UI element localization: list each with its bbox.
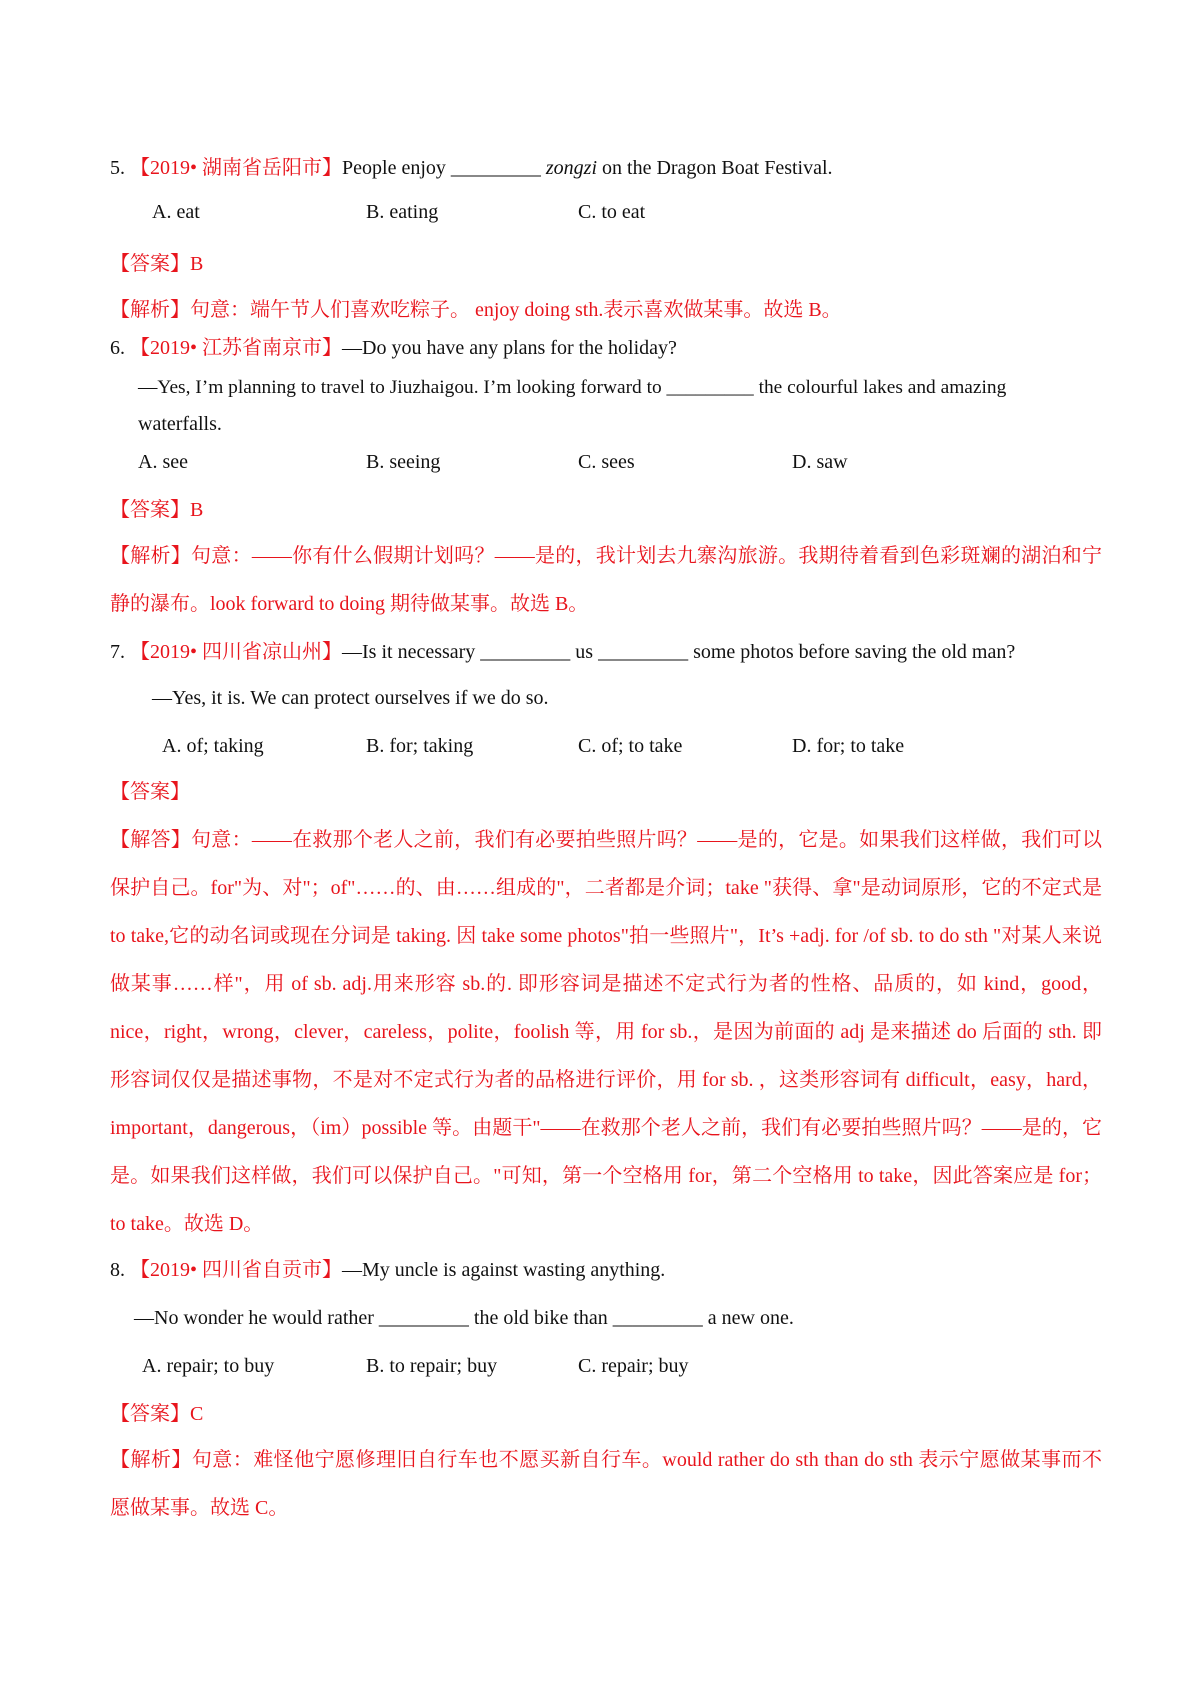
q7-explain-text: 句意：——在救那个老人之前，我们有必要拍些照片吗？——是的，它是。如果我们这样做，我们可以保护自己。for"为、对"；of"……的、由……组成的"，二者都是介词；take "获得、拿"是动词原形，它的不定式是 to take,它的动名词或现在分词是 taking. 因 take some photos"拍一些照片"，It’s +adj. for /of sb. to do sth "对某人来说做某事……样"，用 of sb. adj.用来形容 sb.的. 即形容词是描述不定式行为者的性格、品质的，如 kind，good，nice，right，wrong，clever，careless，polite，foolish 等，用 for sb.，是因为前面的 adj 是来描述 do 后面的 sth. 即形容词仅仅是描述事物，不是对不定式行为者的品格进行评价，用 for sb. ，这类形容词有 difficult，easy，hard，important，dangerous，（im）possible 等。由题干"——在救那个老人之前，我们有必要拍些照片吗？——是的，它是。如果我们这样做，我们可以保护自己。"可知，第一个空格用 for，第二个空格用 to take，因此答案应是 for；to take。故选 D。: [110, 829, 1103, 1235]
q5-option-c: C. to eat: [578, 201, 646, 223]
q5-option-b: B. eating: [366, 201, 439, 223]
q7-answer-label: 【答案】: [110, 781, 190, 803]
q5-answer-label: 【答案】: [110, 253, 190, 275]
q8-answer-label: 【答案】: [110, 1403, 190, 1425]
q6-answer-label: 【答案】: [110, 499, 190, 521]
q6-answer: [110, 498, 203, 522]
q5-source-tag: 【2019• 湖南省岳阳市】: [130, 157, 343, 179]
q5-number: 5.: [110, 157, 125, 179]
q8-option-a: A. repair; to buy: [142, 1355, 275, 1377]
q6-option-c: C. sees: [578, 451, 635, 473]
q7-explain-label: 【解答】: [110, 829, 192, 851]
q6-line3: waterfalls.: [138, 413, 222, 435]
q7-option-a: A. of; taking: [162, 735, 264, 757]
q7-source-tag: 【2019• 四川省凉山州】: [130, 641, 343, 663]
q6-option-d: D. saw: [792, 451, 848, 473]
q8-option-b: B. to repair; buy: [366, 1355, 498, 1377]
q8-number: 8.: [110, 1259, 125, 1281]
q8-line1: —My uncle is against wasting anything.: [342, 1259, 666, 1281]
q6-number: 6.: [110, 337, 125, 359]
q5-option-a: A. eat: [152, 201, 200, 223]
q8-explain-text: 句意：难怪他宁愿修理旧自行车也不愿买新自行车。would rather do sth than do sth 表示宁愿做某事而不愿做某事。故选 C。: [110, 1449, 1103, 1519]
q6-option-b: B. seeing: [366, 451, 441, 473]
q6-line1: —Do you have any plans for the holiday?: [342, 337, 677, 359]
q8-answer: [110, 1402, 203, 1426]
q6-line2: —Yes, I’m planning to travel to Jiuzhaigou. I’m looking forward to _________ the colourful lakes and amazing: [138, 377, 1007, 398]
q5-explanation: [110, 298, 842, 322]
q7-option-c: C. of; to take: [578, 735, 683, 757]
q7-number: 7.: [110, 641, 125, 663]
q6-option-a: A. see: [138, 451, 188, 473]
q7-explanation: [110, 816, 1102, 1248]
q5-explain-text: 句意：端午节人们喜欢吃粽子。 enjoy doing sth.表示喜欢做某事。故选 B。: [190, 299, 842, 321]
q8-option-c: C. repair; buy: [578, 1355, 689, 1377]
q5-answer-value: B: [190, 253, 204, 275]
q7-option-b: B. for; taking: [366, 735, 474, 757]
q8-source-tag: 【2019• 四川省自贡市】: [130, 1259, 343, 1281]
q6-answer-value: B: [190, 499, 204, 521]
q6-explain-text: 句意：——你有什么假期计划吗？——是的，我计划去九寨沟旅游。我期待着看到色彩斑斓的湖泊和宁静的瀑布。look forward to doing 期待做某事。故选 B。: [110, 545, 1103, 615]
q5-stem-pre: People enjoy _________: [342, 157, 546, 179]
q5-stem: [110, 156, 833, 180]
q5-answer: [110, 252, 203, 276]
q6-explanation: [110, 532, 1102, 628]
q6-source-tag: 【2019• 江苏省南京市】: [130, 337, 343, 359]
q5-stem-post: on the Dragon Boat Festival.: [597, 157, 833, 179]
q8-answer-value: C: [190, 1403, 204, 1425]
q7-line2: —Yes, it is. We can protect ourselves if we do so.: [152, 687, 549, 709]
q8-line2: —No wonder he would rather _________ the old bike than _________ a new one.: [134, 1307, 794, 1329]
q5-stem-italic: zongzi: [545, 157, 598, 179]
q5-explain-label: 【解析】: [110, 299, 190, 321]
q6-stem: [110, 336, 677, 360]
q8-stem: [110, 1258, 665, 1282]
q8-explain-label: 【解析】: [110, 1449, 192, 1471]
q7-stem: [110, 640, 1015, 664]
q8-explanation: [110, 1436, 1102, 1532]
q7-line1: —Is it necessary _________ us _________ some photos before saving the old man?: [342, 641, 1016, 663]
q6-explain-label: 【解析】: [110, 545, 192, 567]
q7-answer: [110, 780, 190, 804]
q7-option-d: D. for; to take: [792, 735, 905, 757]
